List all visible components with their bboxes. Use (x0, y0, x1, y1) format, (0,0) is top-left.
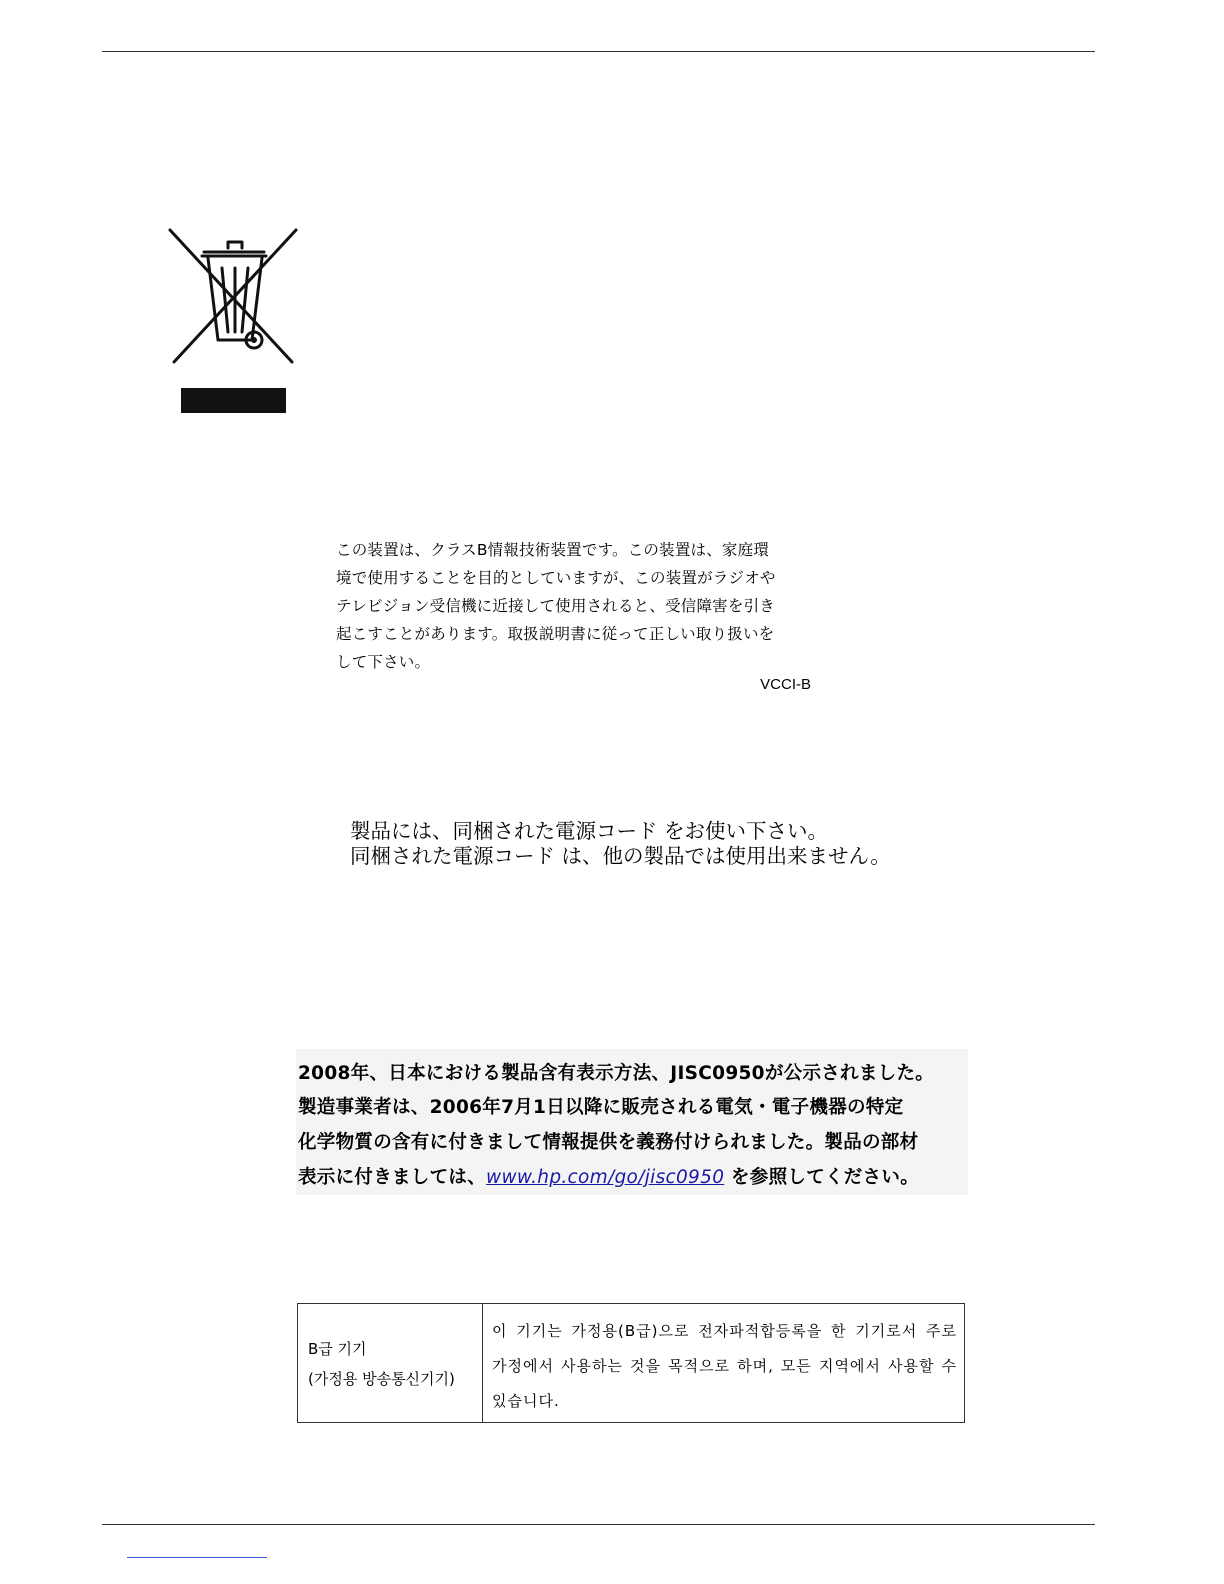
vcci-line: この装置は、クラスB情報技術装置です。この装置は、家庭環 (336, 541, 770, 559)
jisc-line: 2008年、日本における製品含有表示方法、JISC0950が公示されました。 (298, 1063, 935, 1084)
jisc-line4-suffix: を参照してください。 (724, 1167, 920, 1188)
power-cord-line: 同梱された電源コード は、他の製品では使用出来ません。 (350, 844, 891, 868)
korea-class-cell (308, 1334, 455, 1394)
korea-class-sub: (가정용 방송통신기기) (308, 1370, 455, 1388)
korea-class-label: B급 기기 (308, 1340, 367, 1358)
power-cord-notice (350, 819, 891, 869)
vcci-class-mark: VCCI-B (760, 676, 811, 693)
jisc-url-link[interactable]: www.hp.com/go/jisc0950 (486, 1167, 725, 1188)
table-divider (482, 1304, 483, 1422)
power-cord-line: 製品には、同梱された電源コード をお使い下さい。 (350, 819, 829, 843)
vcci-line: テレビジョン受信機に近接して使用されると、受信障害を引き (336, 597, 775, 615)
jisc-line4-prefix: 表示に付きましては、 (298, 1167, 487, 1188)
footer-rule (102, 1524, 1095, 1525)
vcci-line: して下さい。 (336, 653, 431, 671)
header-rule (102, 51, 1095, 52)
vcci-line: 起こすことがあります。取扱説明書に従って正しい取り扱いを (336, 625, 775, 643)
jisc-line: 化学物質の含有に付きまして情報提供を義務付けられました。製品の部材 (298, 1132, 919, 1153)
weee-black-bar (181, 388, 286, 413)
jisc-line (298, 1163, 919, 1189)
korea-statement: 이 기기는 가정용(B급)으로 전자파적합등록을 한 기기로서 주로 가정에서 사용하는 것을 목적으로 하며, 모든 지역에서 사용할 수 있습니다. (492, 1322, 957, 1410)
korea-class-b-table (297, 1303, 965, 1423)
jisc-notice (296, 1049, 968, 1195)
crossed-out-wheelie-bin-icon (168, 228, 300, 364)
footer-link-underline[interactable] (127, 1557, 267, 1558)
vcci-statement (336, 536, 814, 676)
jisc-line: 製造事業者は、2006年7月1日以降に販売される電気・電子機器の特定 (298, 1097, 904, 1118)
vcci-line: 境で使用することを目的としていますが、この装置がラジオや (336, 569, 776, 587)
